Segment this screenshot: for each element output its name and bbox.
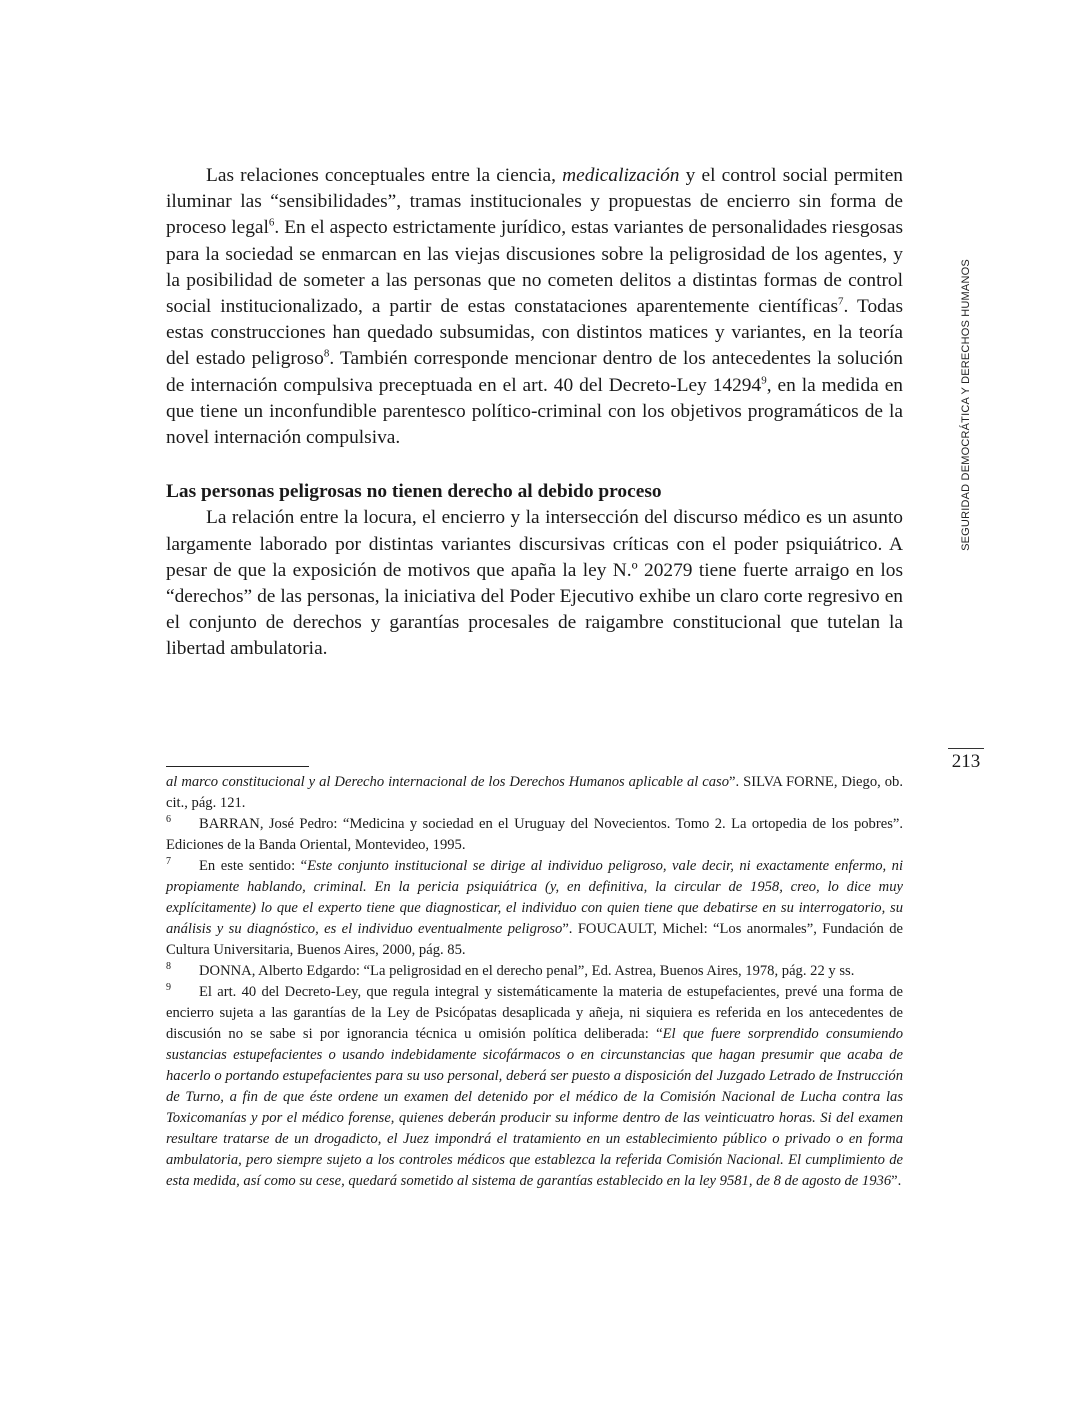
italic-term: medicalización bbox=[562, 165, 680, 186]
footnote-italic-text: El que fuere sorprendido consumiendo sustancias estupefacientes o usando indebidamente sicofármacos o en circunstancias que hagan presumir que acaba de hacerlo o portando estupefacientes para su uso personal, deberá ser puesto a disposición del Juzgado Letrado de Instrucción de Turno, a fin de que éste ordene un examen del detenido por el médico de la Comisión Nacional de Lucha contra las Toxicomanías y por el médico forense, quienes deberán producir su informe dentro de las veinticuatro horas. Si del examen resultare tratarse de un drogadicto, el Juez impondrá el tratamiento en un establecimiento público o privado o en forma ambulatoria, pero siempre sujeto a los controles médicos que establezca la referida Comisión Nacional. El cumplimiento de esta medida, así como su cese, quedará sometido al sistema de garantías establecido en la ley 9581, de 8 de agosto de 1936 bbox=[166, 1026, 903, 1189]
paragraph-text: , en la medida en que tiene un inconfundible parentesco político-criminal con los objetivos programáticos de la novel internación compulsiva. bbox=[166, 374, 903, 449]
paragraph-text: . También corresponde mencionar dentro de los antecedentes la solución de internación compulsiva preceptuada en el art. 40 del Decreto-Ley 14294 bbox=[166, 348, 904, 396]
main-text bbox=[166, 163, 903, 663]
footnote-ref-6: 6 bbox=[268, 216, 275, 229]
footnote-text: ”. FOUCAULT, Michel: “Los anormales”, Fundación de Cultura Universitaria, Buenos Aires, 2000, pág. 85. bbox=[166, 921, 903, 958]
footnote-text: ”. SILVA FORNE, Diego, ob. cit., pág. 121. bbox=[166, 774, 903, 811]
footnote-italic-text: Este conjunto institucional se dirige al individuo peligroso, vale decir, ni exactamente enfermo, ni propiamente hablando, criminal. En la pericia psiquiátrica (y, en definitiva, la circular de 1958, creo, lo dice muy explícitamente) lo que el experto tiene que diagnosticar, el individuo con quien tiene que debatirse en su interrogatorio, su análisis y su diagnóstico, es el individuo eventualmente peligroso bbox=[166, 858, 903, 937]
paragraph-text: y el control social permiten iluminar las “sensibilidades”, tramas institucionales y propuestas de encierro sin forma de proceso legal bbox=[166, 165, 903, 239]
footnote-6: 6 BARRAN, José Pedro: “Medicina y sociedad en el Uruguay del Novecientos. Tomo 2. La ortopedia de los pobres”. Ediciones de la Banda Oriental, Montevideo, 1995. bbox=[166, 814, 903, 853]
paragraph-text: Las relaciones conceptuales entre la ciencia, bbox=[206, 165, 563, 186]
footnote-9: 9 El art. 40 del Decreto-Ley, que regula integral y sistemáticamente la materia de estupefacientes, prevé una forma de encierro sujeta a las garantías de la Ley de Psicópatas desaplicada y añeja, ni siquiera es referida en los antecedentes de discusión no se sabe si por ignorancia técnica u omisión política deliberada: “El que fuere sorprendido consumiendo sustancias estupefacientes o usando indebidamente sicofármacos o en circunstancias que hagan presumir que acaba de hacerlo o portando estupefacientes para su uso personal, deberá ser puesto a disposición del Juzgado Letrado de Instrucción de Turno, a fin de que éste ordene un examen del detenido por el médico de la Comisión Nacional de Lucha contra las Toxicomanías y por el médico forense, quienes deberán producir su informe dentro de las veinticuatro horas. Si del examen resultare tratarse de un drogadicto, el Juez impondrá el tratamiento en un establecimiento público o privado o en forma ambulatoria, pero siempre sujeto a los controles médicos que establezca la referida Comisión Nacional. El cumplimiento de esta medida, así como su cese, quedará sometido al sistema de garantías establecido en la ley 9581, de 8 de agosto de 1936”. bbox=[166, 982, 903, 1189]
footnote-ref-8: 8 bbox=[323, 347, 330, 360]
footnote-text: BARRAN, José Pedro: “Medicina y sociedad en el Uruguay del Novecientos. Tomo 2. La ortopedia de los pobres”. Ediciones de la Banda Oriental, Montevideo, 1995. bbox=[166, 816, 903, 853]
footnote-text: ”. bbox=[891, 1173, 902, 1189]
footnote-divider bbox=[166, 766, 309, 767]
footnote-continuation bbox=[166, 772, 903, 814]
paragraph-1 bbox=[166, 163, 903, 451]
footnote-text: En este sentido: “ bbox=[199, 858, 308, 874]
footnote-7: 7 En este sentido: “Este conjunto institucional se dirige al individuo peligroso, vale decir, ni exactamente enfermo, ni propiamente hablando, criminal. En la pericia psiquiátrica (y, en definitiva, la circular de 1958, creo, lo dice muy explícitamente) lo que el experto tiene que diagnosticar, el individuo con quien tiene que debatirse en su interrogatorio, su análisis y su diagnóstico, es el individuo eventualmente peligroso”. FOUCAULT, Michel: “Los anormales”, Fundación de Cultura Universitaria, Buenos Aires, 2000, pág. 85. bbox=[166, 856, 903, 958]
footnote-ref-9: 9 bbox=[761, 374, 767, 387]
footnote-text: DONNA, Alberto Edgardo: “La peligrosidad en el derecho penal”, Ed. Astrea, Buenos Aires, 1978, pág. 22 y ss. bbox=[199, 963, 855, 979]
footnote-text: El art. 40 del Decreto-Ley, que regula integral y sistemáticamente la materia de estupefacientes, prevé una forma de encierro sujeta a las garantías de la Ley de Psicópatas desaplicada y añeja, ni siquiera es referida en los antecedentes de discusión no se sabe si por ignorancia técnica u omisión política deliberada: “ bbox=[166, 984, 903, 1042]
paragraph-2: La relación entre la locura, el encierro y la intersección del discurso médico es un asunto largamente laborado por distintas variantes discursivas críticas con el poder psiquiátrico. A pesar de que la exposición de motivos que apaña la ley N.º 20279 tiene fuerte arraigo en los “derechos” de las personas, la iniciativa del Poder Ejecutivo exhibe un claro corte regresivo en el conjunto de derechos y garantías procesales de raigambre constitucional que tutelan la libertad ambulatoria. bbox=[166, 507, 903, 660]
footnote-8: 8 DONNA, Alberto Edgardo: “La peligrosidad en el derecho penal”, Ed. Astrea, Buenos Aires, 1978, pág. 22 y ss. bbox=[166, 961, 855, 979]
running-header-vertical: SEGURIDAD DEMOCRÁTICA Y DERECHOS HUMANOS bbox=[960, 259, 972, 551]
footnote-ref-7: 7 bbox=[838, 295, 844, 308]
page-number: 213 bbox=[948, 748, 984, 773]
section-heading: Las personas peligrosas no tienen derecho al debido proceso bbox=[166, 481, 662, 503]
footnotes bbox=[166, 772, 903, 1192]
paragraph-text: . Todas estas construcciones han quedado subsumidas, con distintos matices y variantes, en la teoría del estado peligroso bbox=[166, 296, 903, 370]
paragraph-text: . En el aspecto estrictamente jurídico, estas variantes de personalidades riesgosas para la sociedad se enmarcan en las viejas discusiones sobre la peligrosidad de los agentes, y la posibilidad de someter a las personas que no cometen delitos a distintas formas de control social institucionalizado, a partir de estas constataciones aparentemente científicas bbox=[166, 217, 903, 318]
footnote-italic-text: al marco constitucional y al Derecho internacional de los Derechos Humanos aplicable al caso bbox=[166, 774, 730, 790]
